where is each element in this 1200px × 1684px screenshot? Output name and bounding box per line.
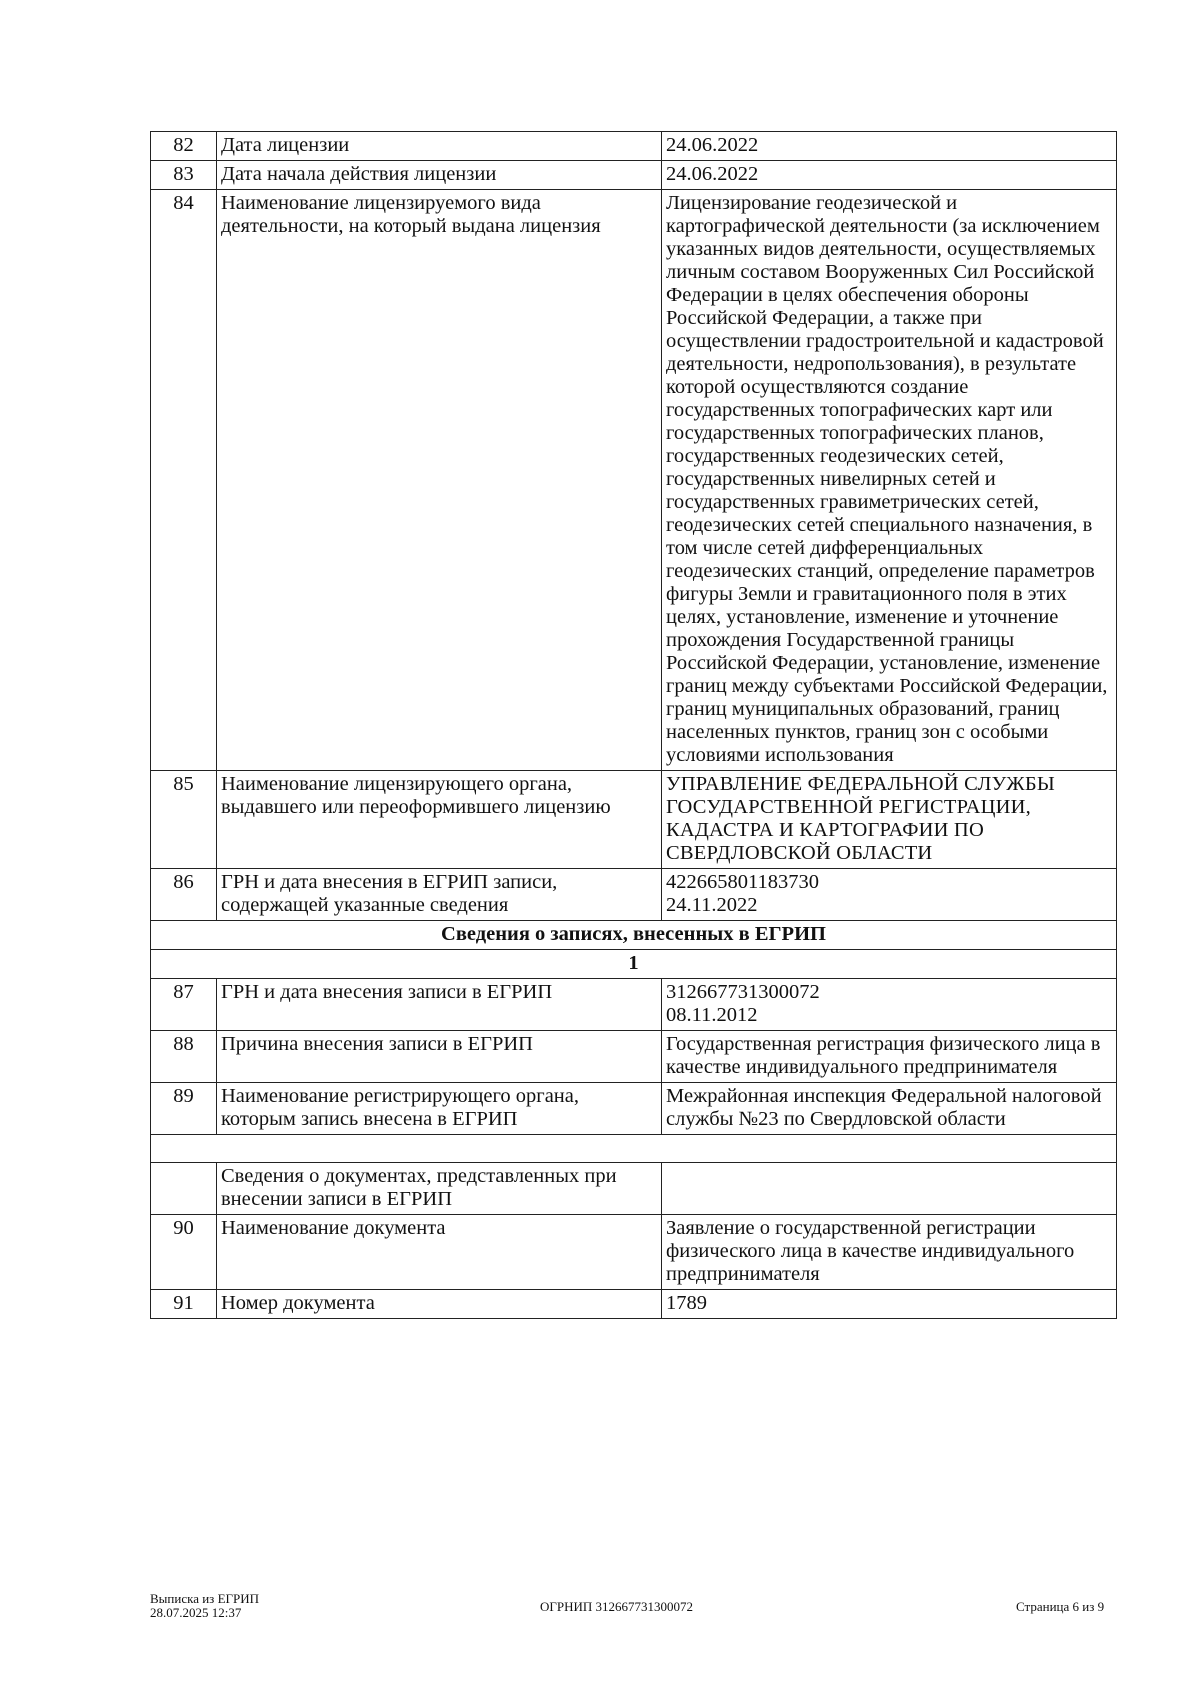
row-number: 83	[151, 161, 217, 190]
table-row	[151, 1031, 1117, 1083]
section-index: 1	[151, 950, 1117, 979]
row-number: 90	[151, 1215, 217, 1290]
row-value: 24.06.2022	[662, 132, 1117, 161]
table-row	[151, 869, 1117, 921]
row-number: 88	[151, 1031, 217, 1083]
table-row	[151, 161, 1117, 190]
table-row	[151, 1215, 1117, 1290]
table-row	[151, 190, 1117, 771]
section-index-row	[151, 950, 1117, 979]
table-row	[151, 132, 1117, 161]
grn-date: 24.11.2022	[666, 894, 758, 916]
row-value: Межрайонная инспекция Федеральной налоговой службы №23 по Свердловской области	[662, 1083, 1117, 1135]
row-number: 87	[151, 979, 217, 1031]
row-label: Наименование регистрирующего органа, которым запись внесена в ЕГРИП	[217, 1083, 662, 1135]
grn-number: 312667731300072	[666, 981, 820, 1003]
row-value	[662, 869, 1117, 921]
row-number: 86	[151, 869, 217, 921]
row-label: Дата начала действия лицензии	[217, 161, 662, 190]
row-label: Наименование лицензирующего органа, выдавшего или переоформившего лицензию	[217, 771, 662, 869]
row-number-empty	[151, 1163, 217, 1215]
documents-header-row	[151, 1163, 1117, 1215]
row-number: 84	[151, 190, 217, 771]
row-number: 89	[151, 1083, 217, 1135]
extract-sheet	[150, 131, 1116, 1319]
table-row	[151, 979, 1117, 1031]
table-row	[151, 1290, 1117, 1319]
documents-header: Сведения о документах, представленных при внесении записи в ЕГРИП	[217, 1163, 662, 1215]
section-title: Сведения о записях, внесенных в ЕГРИП	[151, 921, 1117, 950]
row-value: Заявление о государственной регистрации физического лица в качестве индивидуального предпринимателя	[662, 1215, 1117, 1290]
row-label: Причина внесения записи в ЕГРИП	[217, 1031, 662, 1083]
row-number: 85	[151, 771, 217, 869]
table-row	[151, 1083, 1117, 1135]
row-label: Дата лицензии	[217, 132, 662, 161]
grn-number: 422665801183730	[666, 871, 819, 893]
table-row	[151, 771, 1117, 869]
section-header-row	[151, 921, 1117, 950]
footer-datetime: 28.07.2025 12:37	[150, 1605, 242, 1620]
row-label: Наименование лицензируемого вида деятельности, на который выдана лицензия	[217, 190, 662, 771]
row-label: Наименование документа	[217, 1215, 662, 1290]
egrip-table	[150, 131, 1117, 1319]
row-value-empty	[662, 1163, 1117, 1215]
footer-ogrnip: ОГРНИП 312667731300072	[540, 1599, 694, 1614]
row-value	[662, 979, 1117, 1031]
row-label: ГРН и дата внесения в ЕГРИП записи, содержащей указанные сведения	[217, 869, 662, 921]
row-value: Лицензирование геодезической и картографической деятельности (за исключением указанных видов деятельности, осуществляемых личным составом Вооруженных Сил Российской Федерации в целях обеспечения обороны Российской Федерации, а также при осуществлении градостроительной и кадастровой деятельности, недропользования), в результате которой осуществляются создание государственных топографических карт или государственных топографических планов, государственных геодезических сетей, государственных нивелирных сетей и государственных гравиметрических сетей, геодезических сетей специального назначения, в том числе сетей дифференциальных геодезических станций, определение параметров фигуры Земли и гравитационного поля в этих целях, установление, изменение и уточнение прохождения Государственной границы Российской Федерации, установление, изменение границ между субъектами Российской Федерации, границ муниципальных образований, границ населенных пунктов, границ зон с особыми условиями использования	[662, 190, 1117, 771]
row-value: 24.06.2022	[662, 161, 1117, 190]
row-number: 82	[151, 132, 217, 161]
grn-date: 08.11.2012	[666, 1004, 758, 1026]
row-label: ГРН и дата внесения записи в ЕГРИП	[217, 979, 662, 1031]
footer-page-number: Страница 6 из 9	[1016, 1599, 1105, 1614]
row-label: Номер документа	[217, 1290, 662, 1319]
row-value: УПРАВЛЕНИЕ ФЕДЕРАЛЬНОЙ СЛУЖБЫ ГОСУДАРСТВЕННОЙ РЕГИСТРАЦИИ, КАДАСТРА И КАРТОГРАФИИ ПО СВЕРДЛОВСКОЙ ОБЛАСТИ	[662, 771, 1117, 869]
row-number: 91	[151, 1290, 217, 1319]
row-value: 1789	[662, 1290, 1117, 1319]
footer-doc-name: Выписка из ЕГРИП	[150, 1591, 260, 1606]
row-value: Государственная регистрация физического лица в качестве индивидуального предпринимателя	[662, 1031, 1117, 1083]
footer-document-info	[150, 1592, 259, 1620]
spacer-cell	[151, 1135, 1117, 1163]
spacer-row	[151, 1135, 1117, 1163]
